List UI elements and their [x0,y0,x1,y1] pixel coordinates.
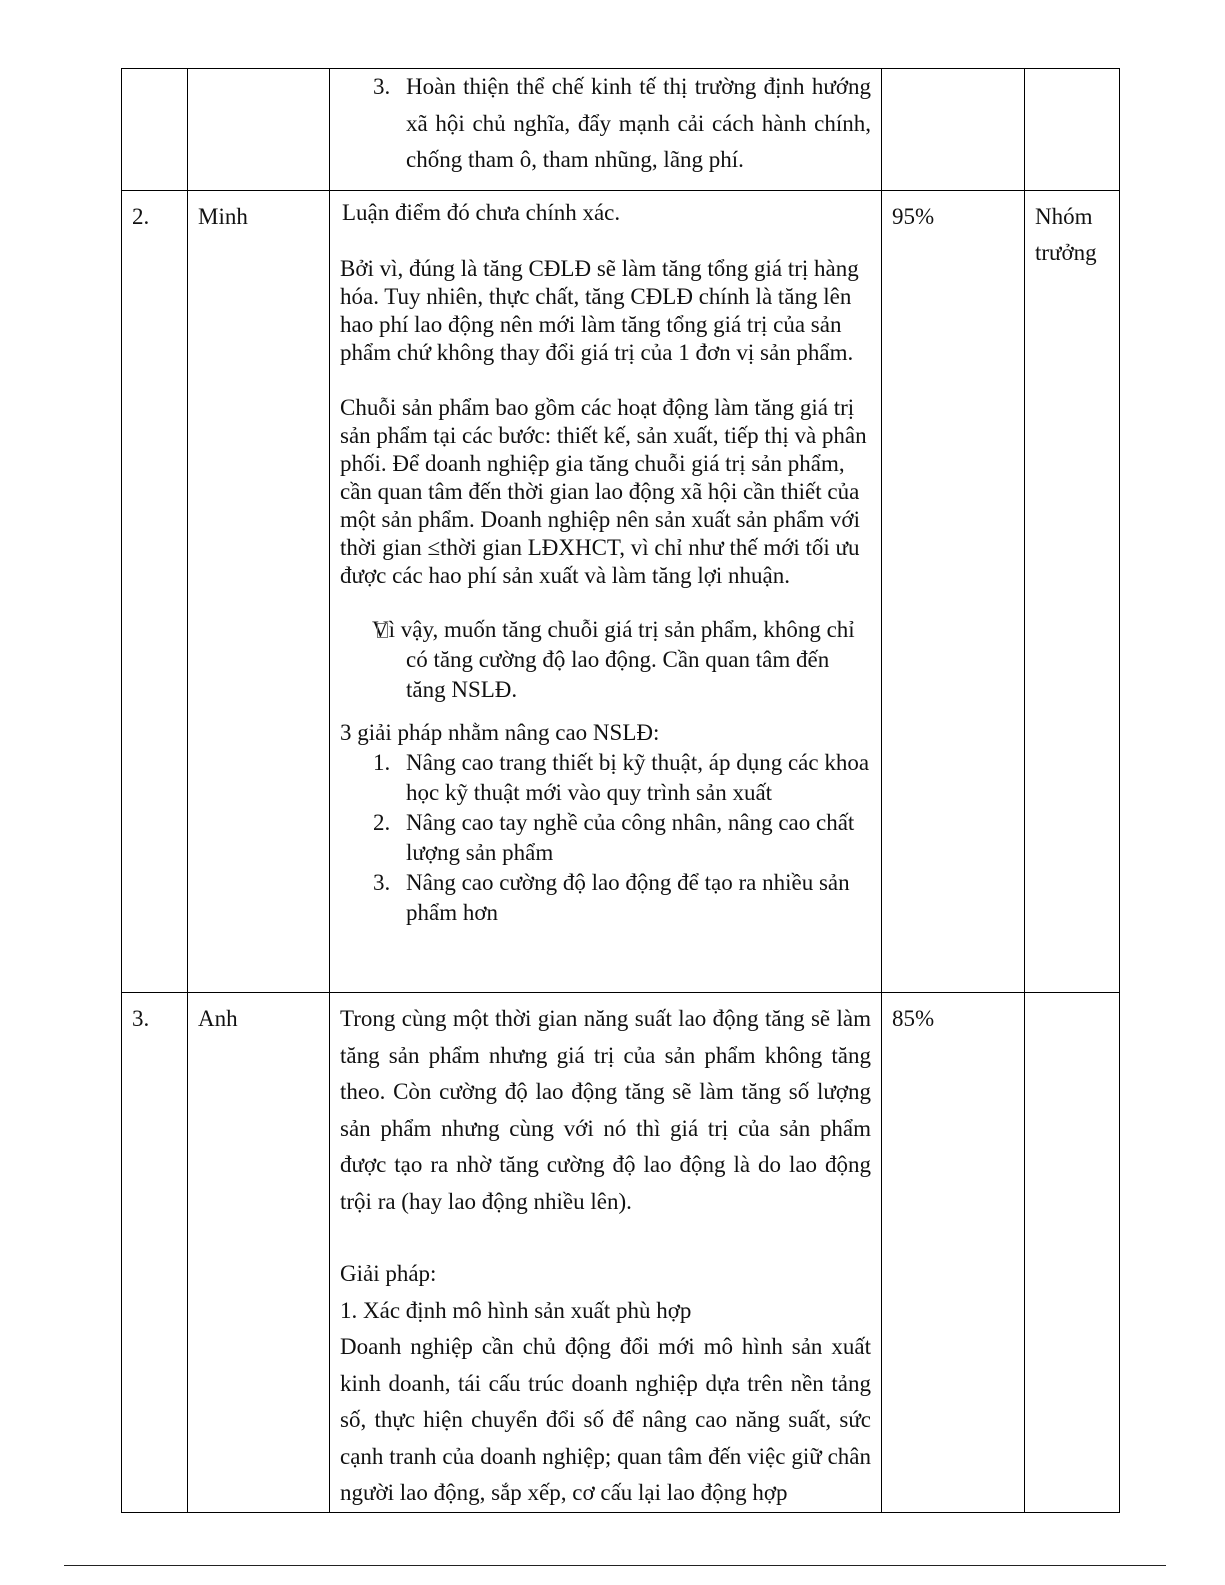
list-item [340,808,871,868]
percent-value: 95% [892,204,935,229]
list-item [340,868,871,928]
stt-cell [122,69,188,191]
list-number: 1. [373,750,391,775]
stt-cell [122,191,188,993]
list-text: Nâng cao tay nghề của công nhân, nâng cao chất lượng sản phẩm [406,810,855,865]
stt-value: 3. [132,1006,150,1031]
paragraph: Chuỗi sản phẩm bao gồm các hoạt động làm tăng giá trị sản phẩm tại các bước: thiết kế, sản xuất, tiếp thị và phân phối. Để doanh nghiệp gia tăng chuỗi giá trị sản phẩm, cần quan tâm đến thời gian lao động xã hội cần thiết của một sản phẩm. Doanh nghiệp nên sản xuất sản phẩm với thời gian ≤thời gian LĐXHCT, vì chỉ như thế mới tối ưu được các hao phí sản xuất và làm tăng lợi nhuận. [340,395,867,588]
page-footer-divider [64,1565,1166,1566]
paragraph: Luận điểm đó chưa chính xác. [342,200,621,225]
solution-label: Giải pháp: [340,1261,437,1286]
table-row [122,191,1120,993]
list-number: 3. [373,870,391,895]
content-cell [330,69,882,191]
percent-value: 85% [892,1006,935,1031]
content-cell [330,993,882,1513]
note-cell [1025,191,1120,993]
stt-cell [122,993,188,1513]
bullet-text: Vì vậy, muốn tăng chuỗi giá trị sản phẩm, không chỉ có tăng cường độ lao động. Cần quan tâm đến tăng NSLĐ. [372,617,855,702]
list-number: 3. [373,74,391,99]
solutions-title: 3 giải pháp nhằm nâng cao NSLĐ: [340,720,660,745]
list-text: Nâng cao cường độ lao động để tạo ra nhiều sản phẩm hơn [406,870,850,925]
note-cell [1025,69,1120,191]
paragraph: Trong cùng một thời gian năng suất lao động tăng sẽ làm tăng sản phẩm nhưng giá trị của sản phẩm không tăng theo. Còn cường độ lao động tăng sẽ làm tăng số lượng sản phẩm nhưng cùng với nó thì giá trị của sản phẩm được tạo ra nhờ tăng cường độ lao động là do lao động trội ra (hay lao động nhiều lên). [340,1006,871,1214]
table-row [122,69,1120,191]
note-value: Nhóm trưởng [1035,204,1097,265]
contribution-table [121,68,1120,1513]
name-cell [188,191,330,993]
percent-cell [882,993,1025,1513]
note-cell [1025,993,1120,1513]
percent-cell [882,191,1025,993]
paragraph: Doanh nghiệp cần chủ động đổi mới mô hình sản xuất kinh doanh, tái cấu trúc doanh nghiệp dựa trên nền tảng số, thực hiện chuyển đổi số để nâng cao năng suất, sức cạnh tranh của doanh nghiệp; quan tâm đến việc giữ chân người lao động, sắp xếp, cơ cấu lại lao động hợp [340,1334,871,1505]
list-item [340,69,871,179]
member-name: Minh [198,204,248,229]
bullet-item [340,615,871,705]
list-text: Nâng cao trang thiết bị kỹ thuật, áp dụng các khoa học kỹ thuật mới vào quy trình sản xuất [406,750,870,805]
list-item [340,748,871,808]
name-cell [188,993,330,1513]
checkbox-glyph-icon [377,623,388,638]
stt-value: 2. [132,204,150,229]
member-name: Anh [198,1006,238,1031]
note-value [1025,993,1119,1005]
percent-cell [882,69,1025,191]
paragraph: Bởi vì, đúng là tăng CĐLĐ sẽ làm tăng tổng giá trị hàng hóa. Tuy nhiên, thực chất, tăng CĐLĐ chính là tăng lên hao phí lao động nên mới làm tăng tổng giá trị của sản phẩm chứ không thay đổi giá trị của 1 đơn vị sản phẩm. [340,256,859,365]
solution-title: 1. Xác định mô hình sản xuất phù hợp [340,1297,692,1323]
table-row [122,993,1120,1513]
name-cell [188,69,330,191]
list-text: Hoàn thiện thể chế kinh tế thị trường định hướng xã hội chủ nghĩa, đẩy mạnh cải cách hành chính, chống tham ô, tham nhũng, lãng phí. [406,74,871,172]
list-number: 2. [373,810,391,835]
content-cell [330,191,882,993]
